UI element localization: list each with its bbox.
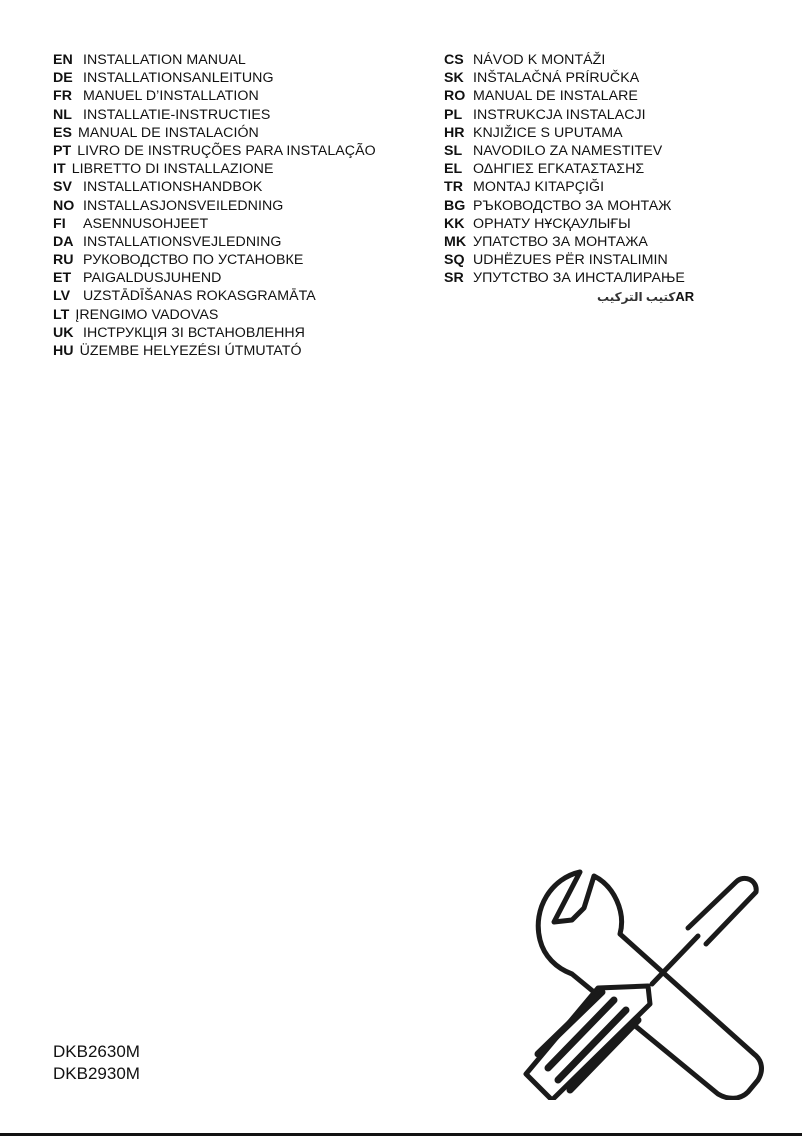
manual-title-no [53, 197, 433, 215]
language-code: CS [444, 52, 464, 68]
manual-titles-right-column [444, 51, 744, 287]
language-code: SV [53, 179, 73, 196]
language-code: FR [53, 88, 73, 105]
manual-title-pt [53, 142, 433, 160]
manual-title-text: MANUEL D’INSTALLATION [83, 88, 259, 105]
language-code: NL [53, 106, 73, 123]
manual-title-text: ІНСТРУКЦІЯ ЗІ ВСТАНОВЛЕННЯ [83, 324, 305, 341]
manual-title-fr [53, 87, 433, 105]
manual-title-text: ОРНАТУ НҰСҚАУЛЫҒЫ [473, 215, 631, 232]
manual-title-bg [444, 197, 744, 215]
manual-title-text: MONTAJ KITAPÇIĞI [473, 179, 605, 196]
manual-title-text: KNJIŽICE S UPUTAMA [473, 124, 623, 141]
wrench-and-screwdriver-icon [522, 868, 774, 1100]
language-code: AR [675, 289, 695, 304]
manual-title-text: УПАТСТВО ЗА МОНТАЖА [473, 233, 648, 250]
language-code: EL [444, 161, 463, 178]
manual-title-es [53, 124, 433, 142]
manual-title-text: MANUAL DE INSTALACIÓN [78, 124, 259, 141]
manual-title-hr [444, 124, 744, 142]
language-code: MK [444, 233, 467, 250]
manual-title-text: MANUAL DE INSTALARE [473, 88, 638, 105]
manual-title-sv [53, 178, 433, 196]
language-code: SQ [444, 252, 465, 269]
language-code: HU [53, 343, 74, 359]
manual-title-text: ΟΔΗΓΙΕΣ ΕΓΚΑΤΑΣΤΑΣΗΣ [473, 161, 645, 178]
manual-title-ro [444, 87, 744, 105]
manual-title-text: ĮRENGIMO VADOVAS [75, 306, 219, 323]
language-code: UK [53, 324, 74, 341]
language-code: EN [53, 52, 73, 68]
model-number: DKB2930M [53, 1064, 140, 1083]
manual-title-text: LIVRO DE INSTRUÇÕES PARA INSTALAÇÃO [77, 142, 376, 159]
manual-title-text: INSTALLATIONSVEJLEDNING [83, 233, 282, 250]
manual-title-el [444, 160, 744, 178]
manual-title-text: INSTALLATIONSHANDBOK [83, 179, 263, 196]
language-code: TR [444, 179, 464, 196]
manual-title-lv [53, 287, 433, 305]
manual-title-fi [53, 215, 433, 233]
manual-title-sq [444, 251, 744, 269]
manual-title-text: ASENNUSOHJEET [83, 215, 209, 232]
language-code: FI [53, 215, 66, 232]
language-code: PT [53, 142, 72, 159]
language-code: LV [53, 288, 71, 305]
manual-title-uk [53, 324, 433, 342]
language-code: HR [444, 124, 465, 141]
manual-title-text: PAIGALDUSJUHEND [83, 270, 222, 287]
manual-title-kk [444, 215, 744, 233]
manual-title-text: INSTRUKCJA INSTALACJI [473, 106, 646, 123]
language-code: RO [444, 88, 466, 105]
language-code: DE [53, 70, 73, 87]
manual-title-sr [444, 269, 744, 287]
manual-title-text: УПУТСТВО ЗА ИНСТАЛИРАЊЕ [473, 270, 685, 287]
manual-titles-left-column [53, 51, 433, 360]
language-code: BG [444, 197, 466, 214]
manual-title-mk [444, 233, 744, 251]
manual-title-text: LIBRETTO DI INSTALLAZIONE [71, 161, 274, 178]
manual-title-text: NAVODILO ZA NAMESTITEV [473, 142, 663, 159]
manual-title-da [53, 233, 433, 251]
manual-title-text: UDHËZUES PËR INSTALIMIN [473, 252, 668, 269]
language-code: SK [444, 70, 464, 87]
language-code: SR [444, 270, 464, 287]
language-code: ES [53, 124, 73, 141]
language-code: RU [53, 252, 74, 269]
manual-title-text: INSTALLASJONSVEILEDNING [83, 197, 284, 214]
manual-title-cs [444, 51, 744, 69]
manual-title-text: ÜZEMBE HELYEZÉSI ÚTMUTATÓ [79, 343, 302, 359]
language-code: DA [53, 233, 74, 250]
manual-title-de [53, 69, 433, 87]
manual-title-sk [444, 69, 744, 87]
language-code: LT [53, 306, 70, 323]
manual-title-et [53, 269, 433, 287]
manual-title-it [53, 160, 433, 178]
manual-title-text: РЪКОВОДСТВО ЗА МОНТАЖ [473, 197, 672, 214]
manual-title-text: UZSTĀDĪŠANAS ROKASGRAMĀTA [83, 288, 316, 305]
manual-title-hu [53, 342, 433, 360]
manual-title-text: РУКОВОДСТВО ПО УСТАНОВКЕ [83, 252, 304, 269]
manual-title-text: INSTALLATIE-INSTRUCTIES [83, 106, 271, 123]
manual-title-text: كتيب التركيب [597, 290, 676, 304]
language-code: NO [53, 197, 75, 214]
manual-title-pl [444, 106, 744, 124]
manual-title-text: INSTALLATION MANUAL [83, 52, 246, 68]
manual-title-text: INŠTALAČNÁ PRÍRUČKA [473, 70, 640, 87]
language-code: KK [444, 215, 465, 232]
manual-title-nl [53, 106, 433, 124]
language-code: IT [53, 161, 66, 178]
manual-title-tr [444, 178, 744, 196]
manual-title-ar [597, 288, 694, 306]
model-numbers [53, 1041, 140, 1085]
model-number: DKB2630M [53, 1042, 140, 1061]
manual-title-en [53, 51, 433, 69]
manual-title-lt [53, 306, 433, 324]
language-code: SL [444, 142, 463, 159]
manual-title-text: NÁVOD K MONTÁŽI [473, 52, 606, 68]
manual-title-ru [53, 251, 433, 269]
language-code: ET [53, 270, 72, 287]
manual-title-sl [444, 142, 744, 160]
manual-title-text: INSTALLATIONSANLEITUNG [83, 70, 274, 87]
language-code: PL [444, 106, 463, 123]
